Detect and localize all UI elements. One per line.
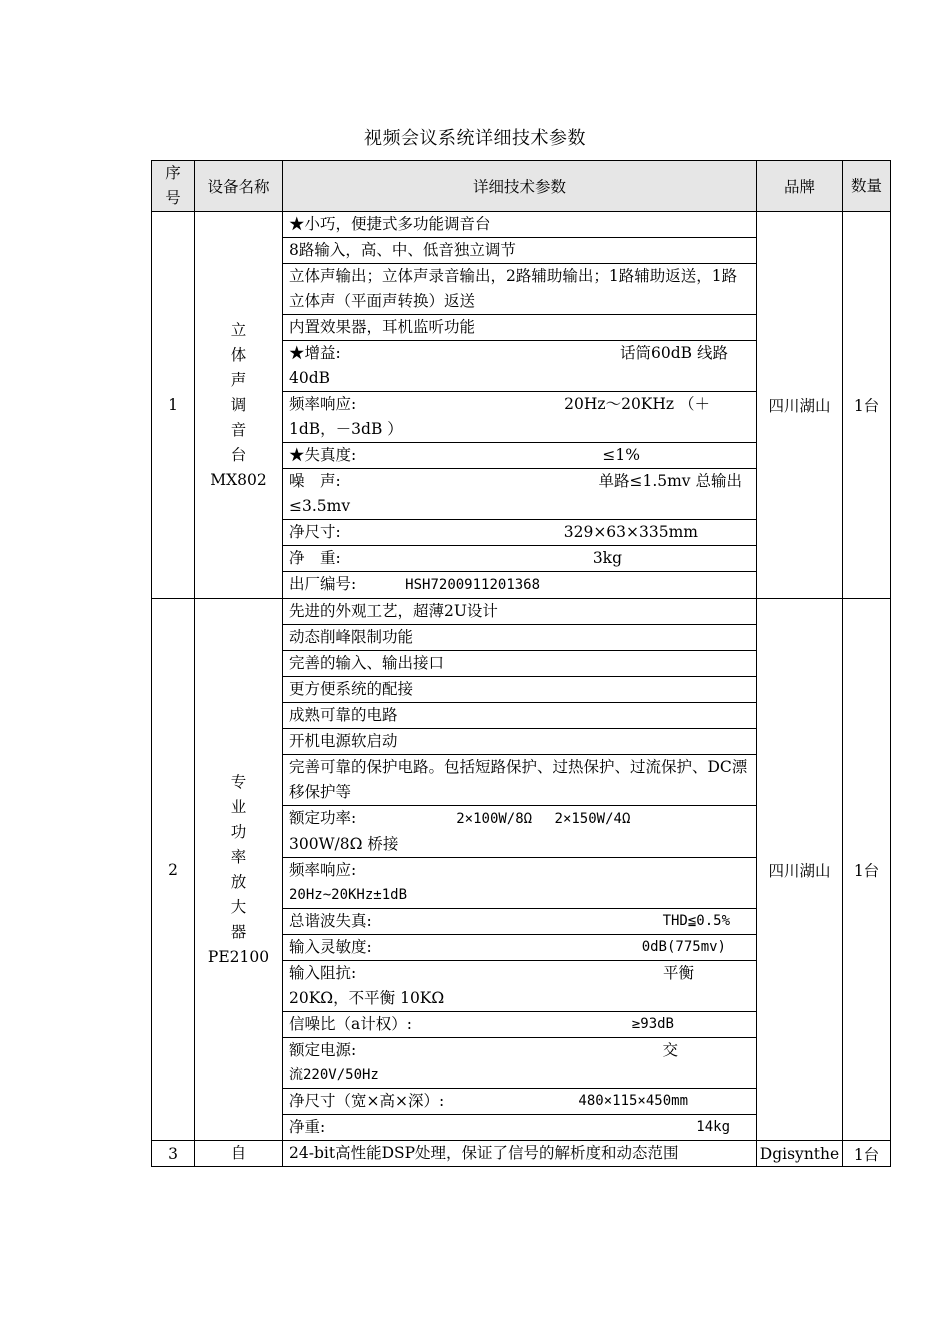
header-qty: 数量 [843,161,891,212]
param-cell [283,572,757,599]
param-value-cont: 300W/8Ω 桥接 [289,835,399,853]
item-qty: 1台 [843,599,891,1141]
name-char: 率 [230,847,247,866]
header-brand: 品牌 [757,161,843,212]
param-label: 额定功率: [289,809,357,827]
param-value: 2×100W/8Ω 2×150W/4Ω [456,811,631,827]
param-value: HSH7200911201368 [405,577,541,593]
table-row [152,1141,891,1167]
item-brand: 四川湖山 [757,212,843,599]
param-cell [283,961,757,1012]
param-label: 净重: [289,1118,326,1136]
param-value: 329×63×335mm [563,523,698,541]
param-cell [283,520,757,546]
table-row [152,212,891,238]
param-label: 噪 声: [289,472,341,490]
param-cell: 内置效果器，耳机监听功能 [283,315,757,341]
name-char: 立 [230,320,247,339]
name-char: 大 [230,897,247,916]
param-cell: 动态削峰限制功能 [283,625,757,651]
item-no: 2 [152,599,195,1141]
param-cell [283,1038,757,1089]
param-value: 3kg [592,549,622,567]
name-char: 体 [230,345,247,364]
param-label: 净 重: [289,549,341,567]
param-value: 480×115×450mm [578,1093,688,1109]
item-name [195,599,283,1141]
param-cell: 完善可靠的保护电路。包括短路保护、过热保护、过流保护、DC漂移保护等 [283,755,757,806]
item-qty: 1台 [843,212,891,599]
param-cell: 24-bit高性能DSP处理，保证了信号的解析度和动态范围 [283,1141,757,1167]
param-cell: 8路输入，高、中、低音独立调节 [283,238,757,264]
param-label: ★增益: [289,344,341,362]
item-brand: 四川湖山 [757,599,843,1141]
param-cell [283,392,757,443]
name-char: 业 [230,797,247,816]
param-value-cont: 20Hz~20KHz±1dB [289,887,408,903]
param-value: 交 [662,1041,678,1059]
param-cell [283,546,757,572]
param-value-cont: 1dB，－3dB ） [289,420,403,438]
header-params: 详细技术参数 [283,161,757,212]
param-label: 信噪比（a计权）: [289,1015,412,1033]
param-value: 平衡 [662,964,694,982]
param-label: 净尺寸: [289,523,341,541]
header-no [152,161,195,212]
param-cell: 更方便系统的配接 [283,677,757,703]
spec-table [151,160,891,1167]
name-char: 声 [230,370,247,389]
param-label: 总谐波失真: [289,912,372,930]
item-model: MX802 [210,470,267,489]
name-char: 器 [230,922,247,941]
table-row [152,599,891,625]
param-label: ★失真度: [289,446,357,464]
param-cell [283,935,757,961]
item-brand: Dgisynthe [757,1141,843,1167]
param-value: 话筒60dB 线路 [620,344,728,362]
header-no-label: 序号 [165,164,181,207]
item-name: 自 [195,1141,283,1167]
param-value: 0dB(775mv) [641,939,726,955]
document-title: 视频会议系统详细技术参数 [364,128,586,149]
param-cell: 先进的外观工艺，超薄2U设计 [283,599,757,625]
item-name [195,212,283,599]
table-header-row [152,161,891,212]
param-value: 20Hz～20KHz （＋ [564,395,710,413]
item-no: 1 [152,212,195,599]
param-label: 净尺寸（宽×高×深）: [289,1092,445,1110]
param-label: 输入灵敏度: [289,938,372,956]
param-cell [283,469,757,520]
header-name: 设备名称 [195,161,283,212]
param-cell [283,806,757,858]
param-value: THD≦0.5% [662,913,730,929]
param-cell [283,1089,757,1115]
param-label: 出厂编号: [289,575,357,593]
param-cell: 成熟可靠的电路 [283,703,757,729]
item-qty: 1台 [843,1141,891,1167]
name-char: 台 [230,445,247,464]
param-cell: 立体声输出；立体声录音输出，2路辅助输出；1路辅助返送，1路立体声（平面声转换）返送 [283,264,757,315]
param-cell [283,443,757,469]
param-label: 输入阻抗: [289,964,357,982]
param-value: ≤1% [602,446,640,464]
param-value-cont: ≤3.5mv [289,497,351,515]
param-label: 频率响应: [289,861,357,879]
param-cell [283,858,757,909]
param-cell: 开机电源软启动 [283,729,757,755]
name-char: 音 [230,420,247,439]
name-char: 放 [230,872,247,891]
param-value-cont: 20KΩ，不平衡 10KΩ [289,989,445,1007]
param-cell [283,1115,757,1141]
param-cell [283,1012,757,1038]
name-char: 功 [230,822,247,841]
name-char: 调 [230,395,247,414]
item-model: PE2100 [207,947,270,966]
param-value: 单路≤1.5mv 总输出 [598,472,742,490]
param-cell: 完善的输入、输出接口 [283,651,757,677]
param-cell [283,341,757,392]
param-cell [283,909,757,935]
param-cell: ★小巧，便捷式多功能调音台 [283,212,757,238]
param-value-cont: 40dB [289,369,331,387]
param-label: 额定电源: [289,1041,357,1059]
param-value: ≥93dB [631,1016,674,1032]
param-label: 频率响应: [289,395,357,413]
item-no: 3 [152,1141,195,1167]
name-char: 专 [230,772,247,791]
param-value-cont: 流220V/50Hz [289,1067,379,1083]
param-value: 14kg [696,1119,730,1135]
